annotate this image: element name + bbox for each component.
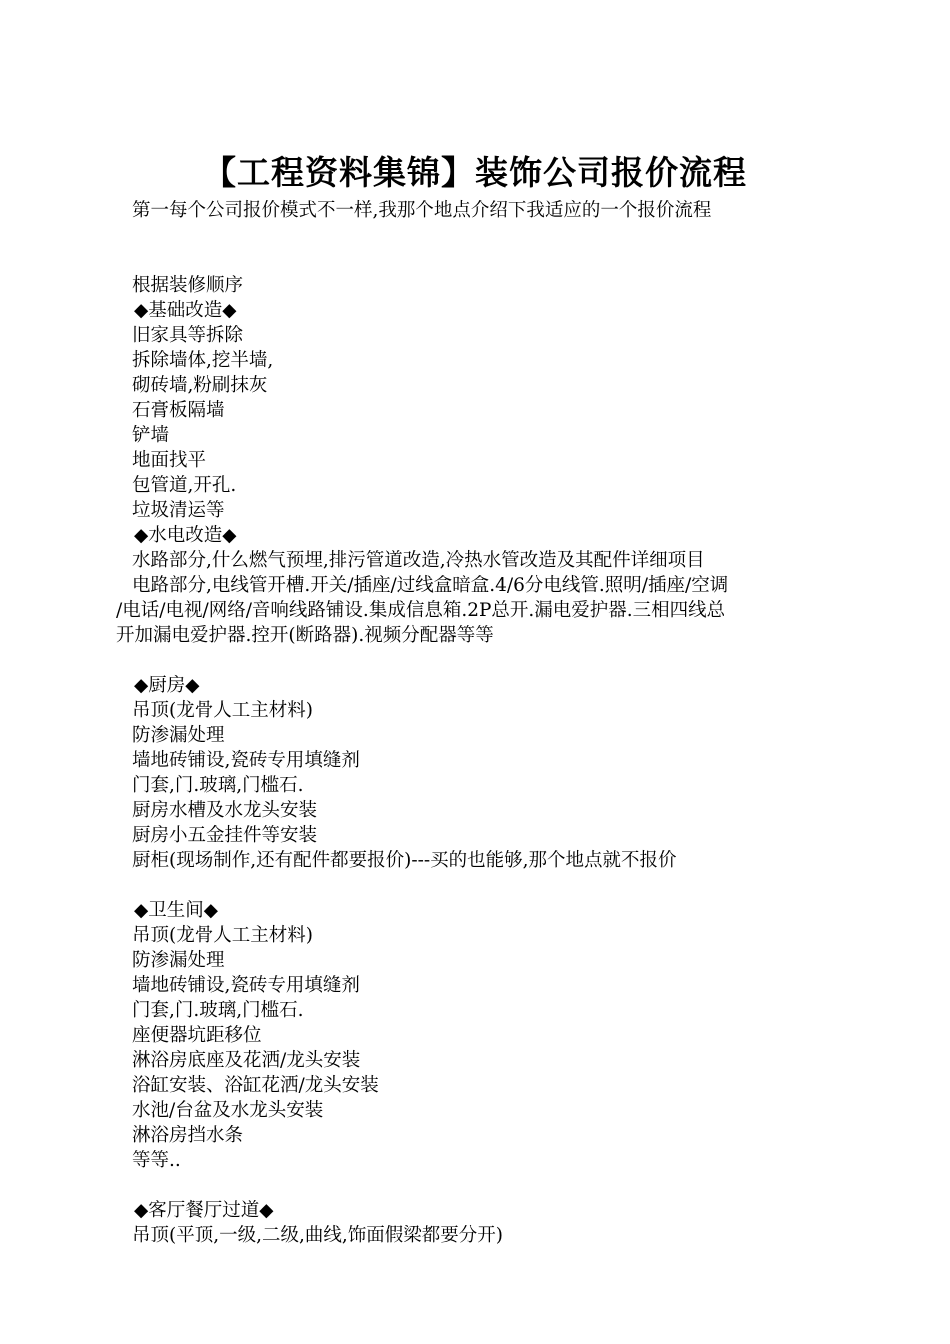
body-line: 开加漏电爱护器.控开(断路器).视频分配器等等 — [116, 625, 494, 646]
body-line: 厨房水槽及水龙头安装 — [132, 800, 318, 821]
blank-line — [0, 1173, 950, 1198]
document-intro: 第一每个公司报价模式不一样,我那个地点介绍下我适应的一个报价流程 — [132, 200, 712, 221]
body-line: 水路部分,什么燃气预埋,排污管道改造,冷热水管改造及其配件详细项目 — [132, 550, 705, 571]
body-line: 门套,门.玻璃,门槛石. — [132, 775, 304, 796]
section-heading: ◆客厅餐厅过道◆ — [134, 1200, 274, 1221]
body-line: 根据装修顺序 — [132, 275, 244, 296]
body-line: 厨房小五金挂件等安装 — [132, 825, 318, 846]
section-heading: ◆水电改造◆ — [134, 525, 237, 546]
body-line: 旧家具等拆除 — [132, 325, 244, 346]
body-line: 厨柜(现场制作,还有配件都要报价)---买的也能够,那个地点就不报价 — [132, 850, 677, 871]
blank-line — [0, 648, 950, 673]
body-line: 石膏板隔墙 — [132, 400, 225, 421]
blank-line — [0, 873, 950, 898]
body-line: 电路部分,电线管开槽.开关/插座/过线盒暗盒.4/6分电线管.照明/插座/空调 — [132, 575, 729, 596]
body-line: 地面找平 — [132, 450, 207, 471]
body-line: /电话/电视/网络/音响线路铺设.集成信息箱.2P总开.漏电爱护器.三相四线总 — [116, 600, 726, 621]
body-line: 座便器坑距移位 — [132, 1025, 262, 1046]
body-line: 砌砖墙,粉刷抹灰 — [132, 375, 268, 396]
body-line: 淋浴房挡水条 — [132, 1125, 244, 1146]
section-heading: ◆基础改造◆ — [134, 300, 237, 321]
blank-line — [0, 248, 950, 273]
section-heading: ◆卫生间◆ — [134, 900, 218, 921]
body-line: 包管道,开孔. — [132, 475, 237, 496]
body-line: 拆除墙体,挖半墙, — [132, 350, 274, 371]
body-line: 吊顶(龙骨人工主材料) — [132, 925, 313, 946]
body-line: 吊顶(平顶,一级,二级,曲线,饰面假梁都要分开) — [132, 1225, 503, 1246]
body-line: 淋浴房底座及花洒/龙头安装 — [132, 1050, 361, 1071]
body-line: 门套,门.玻璃,门槛石. — [132, 1000, 304, 1021]
document-body — [0, 248, 950, 1248]
document-title: 【工程资料集锦】装饰公司报价流程 — [203, 153, 747, 192]
body-line: 垃圾清运等 — [132, 500, 225, 521]
body-line: 浴缸安装、浴缸花洒/龙头安装 — [132, 1075, 379, 1096]
body-line: 墙地砖铺设,瓷砖专用填缝剂 — [132, 975, 360, 996]
body-line: 防渗漏处理 — [132, 950, 225, 971]
body-line: 水池/台盆及水龙头安装 — [132, 1100, 324, 1121]
section-heading: ◆厨房◆ — [134, 675, 200, 696]
body-line: 墙地砖铺设,瓷砖专用填缝剂 — [132, 750, 360, 771]
body-line: 等等.. — [132, 1150, 181, 1171]
body-line: 吊顶(龙骨人工主材料) — [132, 700, 313, 721]
body-line: 铲墙 — [132, 425, 170, 446]
body-line: 防渗漏处理 — [132, 725, 225, 746]
